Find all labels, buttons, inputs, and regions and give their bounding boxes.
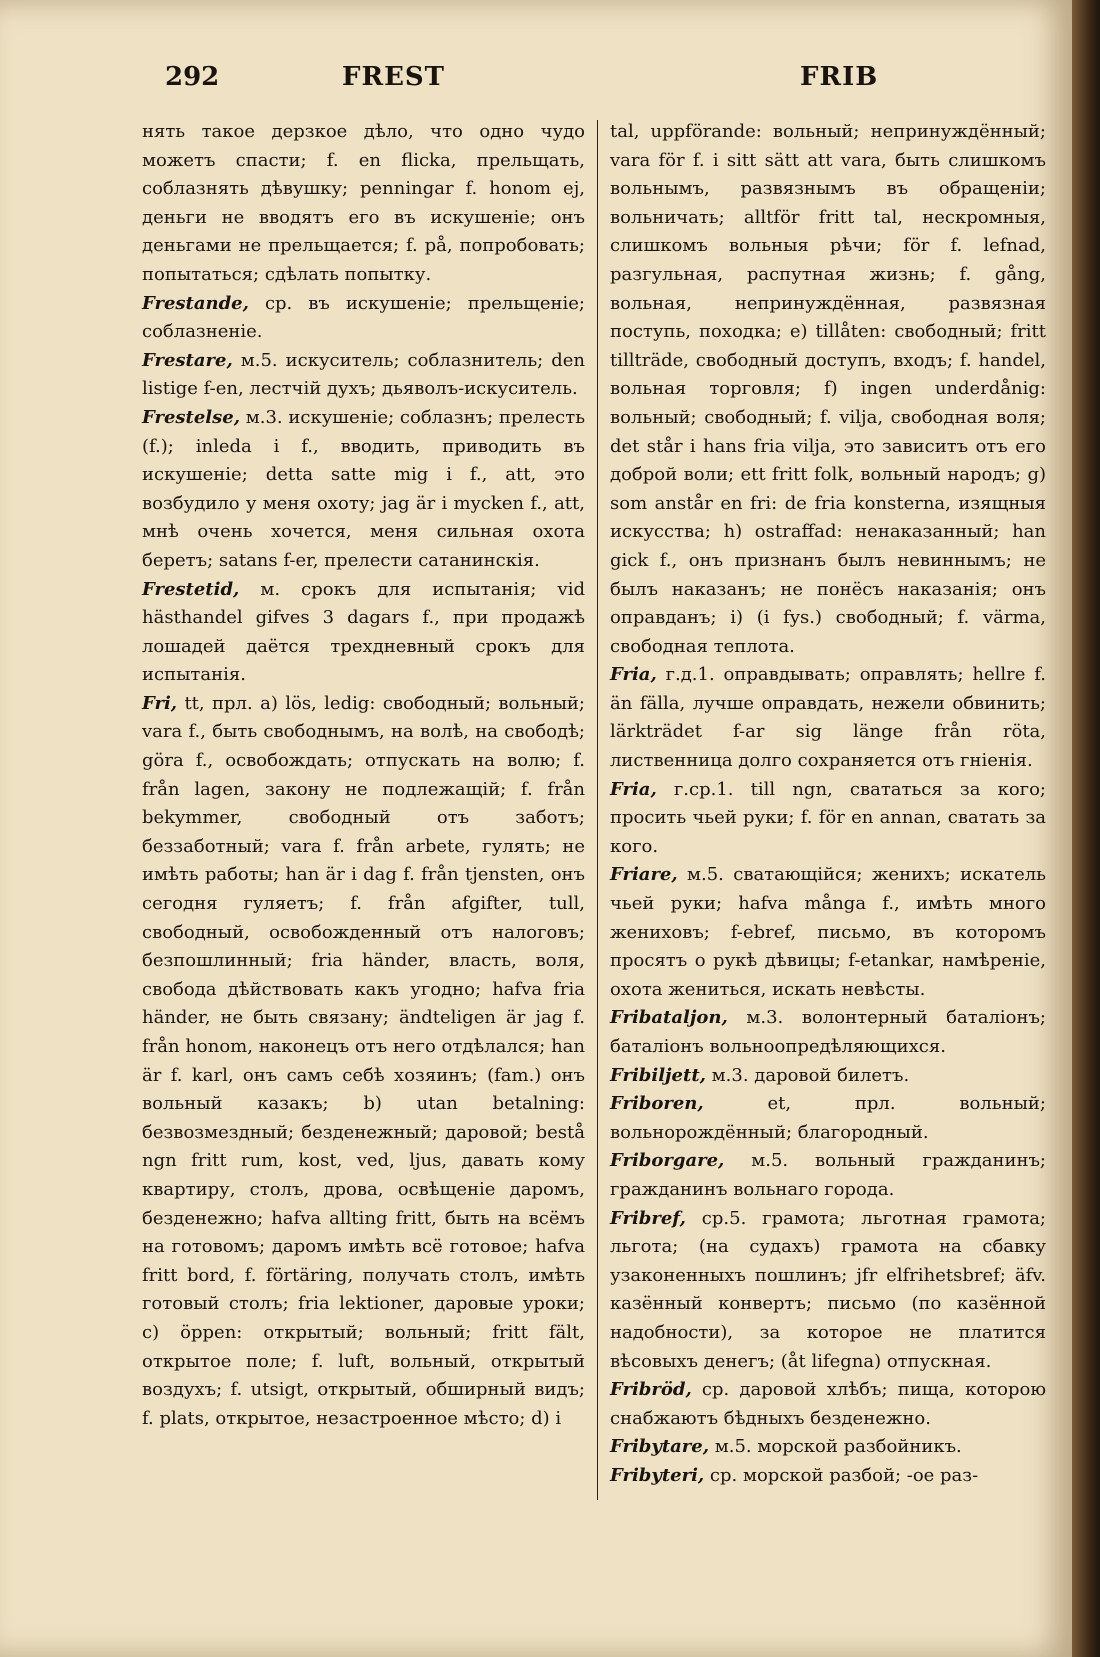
right-running-head: FRIB [800,62,879,92]
entry-headword: Fribiljett, [610,1064,706,1086]
entry-text: ср.5. грамота; льготная грамота; льгота; (на судахъ) грамота на сбавку узаконенныхъ пошлинъ; jfr elfrihetsbref; äfv. казённый конвертъ; письмо (по казённой надобности), за которое не платится вѣсовыхъ денегъ; (åt lifegna) отпускная. [610,1207,1046,1372]
entry-text: tal, uppförande: вольный; непринуждённый; vara för f. i sitt sätt att vara, быть слишкомъ вольнымъ, развязнымъ въ обращеніи; вольничать; alltför fritt tal, нескромныя, слишкомъ вольныя рѣчи; för f. lefnad, разгульная, распутная жизнь; f. gång, вольная, непринуждённая, развязная поступь, походка; e) tillåten: свободный; fritt tillträde, свободный доступъ, входъ; f. handel, вольная торговля; f) ingen underdånig: вольный; свободный; f. vilja, свободная воля; det står i hans fria vilja, это зависитъ отъ его доброй воли; ett fritt folk, вольный народъ; g) som anstår en fri: de fria konsterna, изящныя искусства; h) ostraffad: ненаказанный; han gick f., онъ признанъ былъ невиннымъ; не былъ наказанъ; не понёсъ наказанія; онъ оправданъ; i) (i fys.) свободный; f. värma, свободная теплота. [610,121,1046,657]
dictionary-entry [610,118,1046,661]
entry-text: м.5. сватающійся; женихъ; искатель чьей руки; hafva många f., имѣть много жениховъ; f-ebref, письмо, въ которомъ просятъ о рукѣ дѣвицы; f-etankar, намѣреніе, охота жениться, искать невѣсты. [610,864,1046,1000]
entry-text: нять такое дерзкое дѣло, что одно чудо можетъ спасти; f. en flicka, прельщать, соблазнять дѣвушку; penningar f. honom ej, деньги не вводятъ его въ искушеніе; онъ деньгами не прельщается; f. på, попробовать; попытаться; сдѣлать попытку. [142,121,585,285]
entry-headword: Frestetid, [142,578,240,600]
entry-text: м.5. вольный гражданинъ; гражданинъ вольнаго города. [610,1150,1046,1200]
dictionary-entry [610,1433,1046,1462]
entry-headword: Fribyteri, [610,1464,705,1486]
entry-text: м.5. искуситель; соблазнитель; den listige f-en, лестчій духъ; дьяволъ-искуситель. [142,349,585,400]
dictionary-entry [142,576,585,690]
dictionary-entry [610,1462,1046,1491]
entry-headword: Fribröd, [610,1379,692,1401]
dictionary-entry [142,404,585,576]
dictionary-entry [610,1205,1046,1377]
entry-text: м.3. искушеніе; соблазнъ; прелесть (f.); inleda i f., вводить, приводить въ искушеніе; detta satte mig i f., att, это возбудило у меня охоту; jag är i mycken f., att, мнѣ очень хочется, меня сильная охота беретъ; satans f-er, прелести сатанинскія. [142,406,585,571]
dictionary-entry [610,1376,1046,1433]
entry-headword: Friboren, [610,1093,704,1115]
entry-text: ср. въ искушеніе; прельщеніе; соблазненіе. [142,292,585,343]
dictionary-entry [142,118,585,290]
entry-text: м.5. морской разбойникъ. [714,1436,962,1458]
entry-headword: Fribytare, [610,1436,710,1458]
dictionary-entry [610,1090,1046,1147]
dictionary-entry [610,1147,1046,1204]
entry-text: м.3. волонтерный баталіонъ; баталіонъ вольноопредѣляющихся. [610,1007,1046,1057]
entry-headword: Fria, [610,778,657,800]
book-page-edge [1072,0,1100,1657]
dictionary-entry [142,347,585,404]
dictionary-entry [142,290,585,347]
entry-text: ср. даровой хлѣбъ; пища, которою снабжаютъ бѣдныхъ безденежно. [610,1379,1046,1429]
column-divider [597,120,598,1500]
entry-headword: Friborgare, [610,1150,725,1172]
entry-text: tt, прл. a) lös, ledig: свободный; вольный; vara f., быть свободнымъ, на волѣ, на свободѣ; göra f., освобождать; отпускать на волю; f. från lagen, закону не подлежащій; f. från bekymmer, свободный отъ заботъ; беззаботный; vara f. från arbete, гулять; не имѣть работы; han är i dag f. från tjensten, онъ сегодня гуляетъ; f. från afgifter, tull, свободный, освобожденный отъ налоговъ; безпошлинный; fria händer, власть, воля, свобода дѣйствовать какъ угодно; hafva fria händer, не быть связану; ändteligen är jag f. från honom, наконецъ отъ него отдѣлался; han är f. karl, онъ самъ себѣ хозяинъ; (fam.) онъ вольный казакъ; b) utan betalning: безвозмездный; безденежный; даровой; bestå ngn fritt rum, kost, ved, ljus, давать кому квартиру, столъ, дрова, освѣщеніе даромъ, безденежно; hafva allting fritt, быть на всёмъ на готовомъ; даромъ имѣть всё готовое; hafva fritt bord, f. förtäring, получать столъ, имѣть готовый столъ; fria lektioner, даровые уроки; c) öppen: открытый; вольный; fritt fält, открытое поле; f. luft, вольный, открытый воздухъ; f. utsigt, открытый, обширный видъ; f. plats, открытое, незастроенное мѣсто; d) i [142,692,585,1429]
page-number: 292 [165,62,220,92]
entry-headword: Frestare, [142,349,233,371]
dictionary-entry [610,776,1046,862]
entry-text: г.д.1. оправдывать; оправлять; hellre f. än fälla, лучше оправдать, нежели обвинить; lärkträdet f-ar sig länge från röta, лиственница долго сохраняется отъ гніенія. [610,664,1046,772]
entry-headword: Frestande, [142,292,249,314]
entry-text: ср. морской разбой; -ое раз- [709,1464,979,1486]
left-running-head: FREST [342,62,446,92]
entry-headword: Frestelse, [142,406,240,428]
dictionary-entry [610,861,1046,1004]
entry-text: г.ср.1. till ngn, свататься за кого; просить чьей руки; f. för en annan, сватать за кого. [610,778,1046,857]
dictionary-entry [610,1004,1046,1061]
left-column [142,118,585,1433]
dictionary-entry [610,1062,1046,1091]
entry-text: м.3. даровой билетъ. [711,1064,910,1086]
entry-text: et, прл. вольный; вольнорождённый; благородный. [610,1093,1046,1143]
entry-headword: Fri, [142,692,178,714]
entry-headword: Fria, [610,664,657,686]
dictionary-entry [610,661,1046,775]
entry-text: м. срокъ для испытанія; vid hästhandel gifves 3 dagars f., при продажѣ лошадей даётся трехдневный срокъ для испытанія. [142,578,585,686]
entry-headword: Fribataljon, [610,1007,728,1029]
dictionary-entry [142,690,585,1433]
entry-headword: Friare, [610,864,678,886]
right-column [610,118,1046,1491]
entry-headword: Fribref, [610,1207,686,1229]
